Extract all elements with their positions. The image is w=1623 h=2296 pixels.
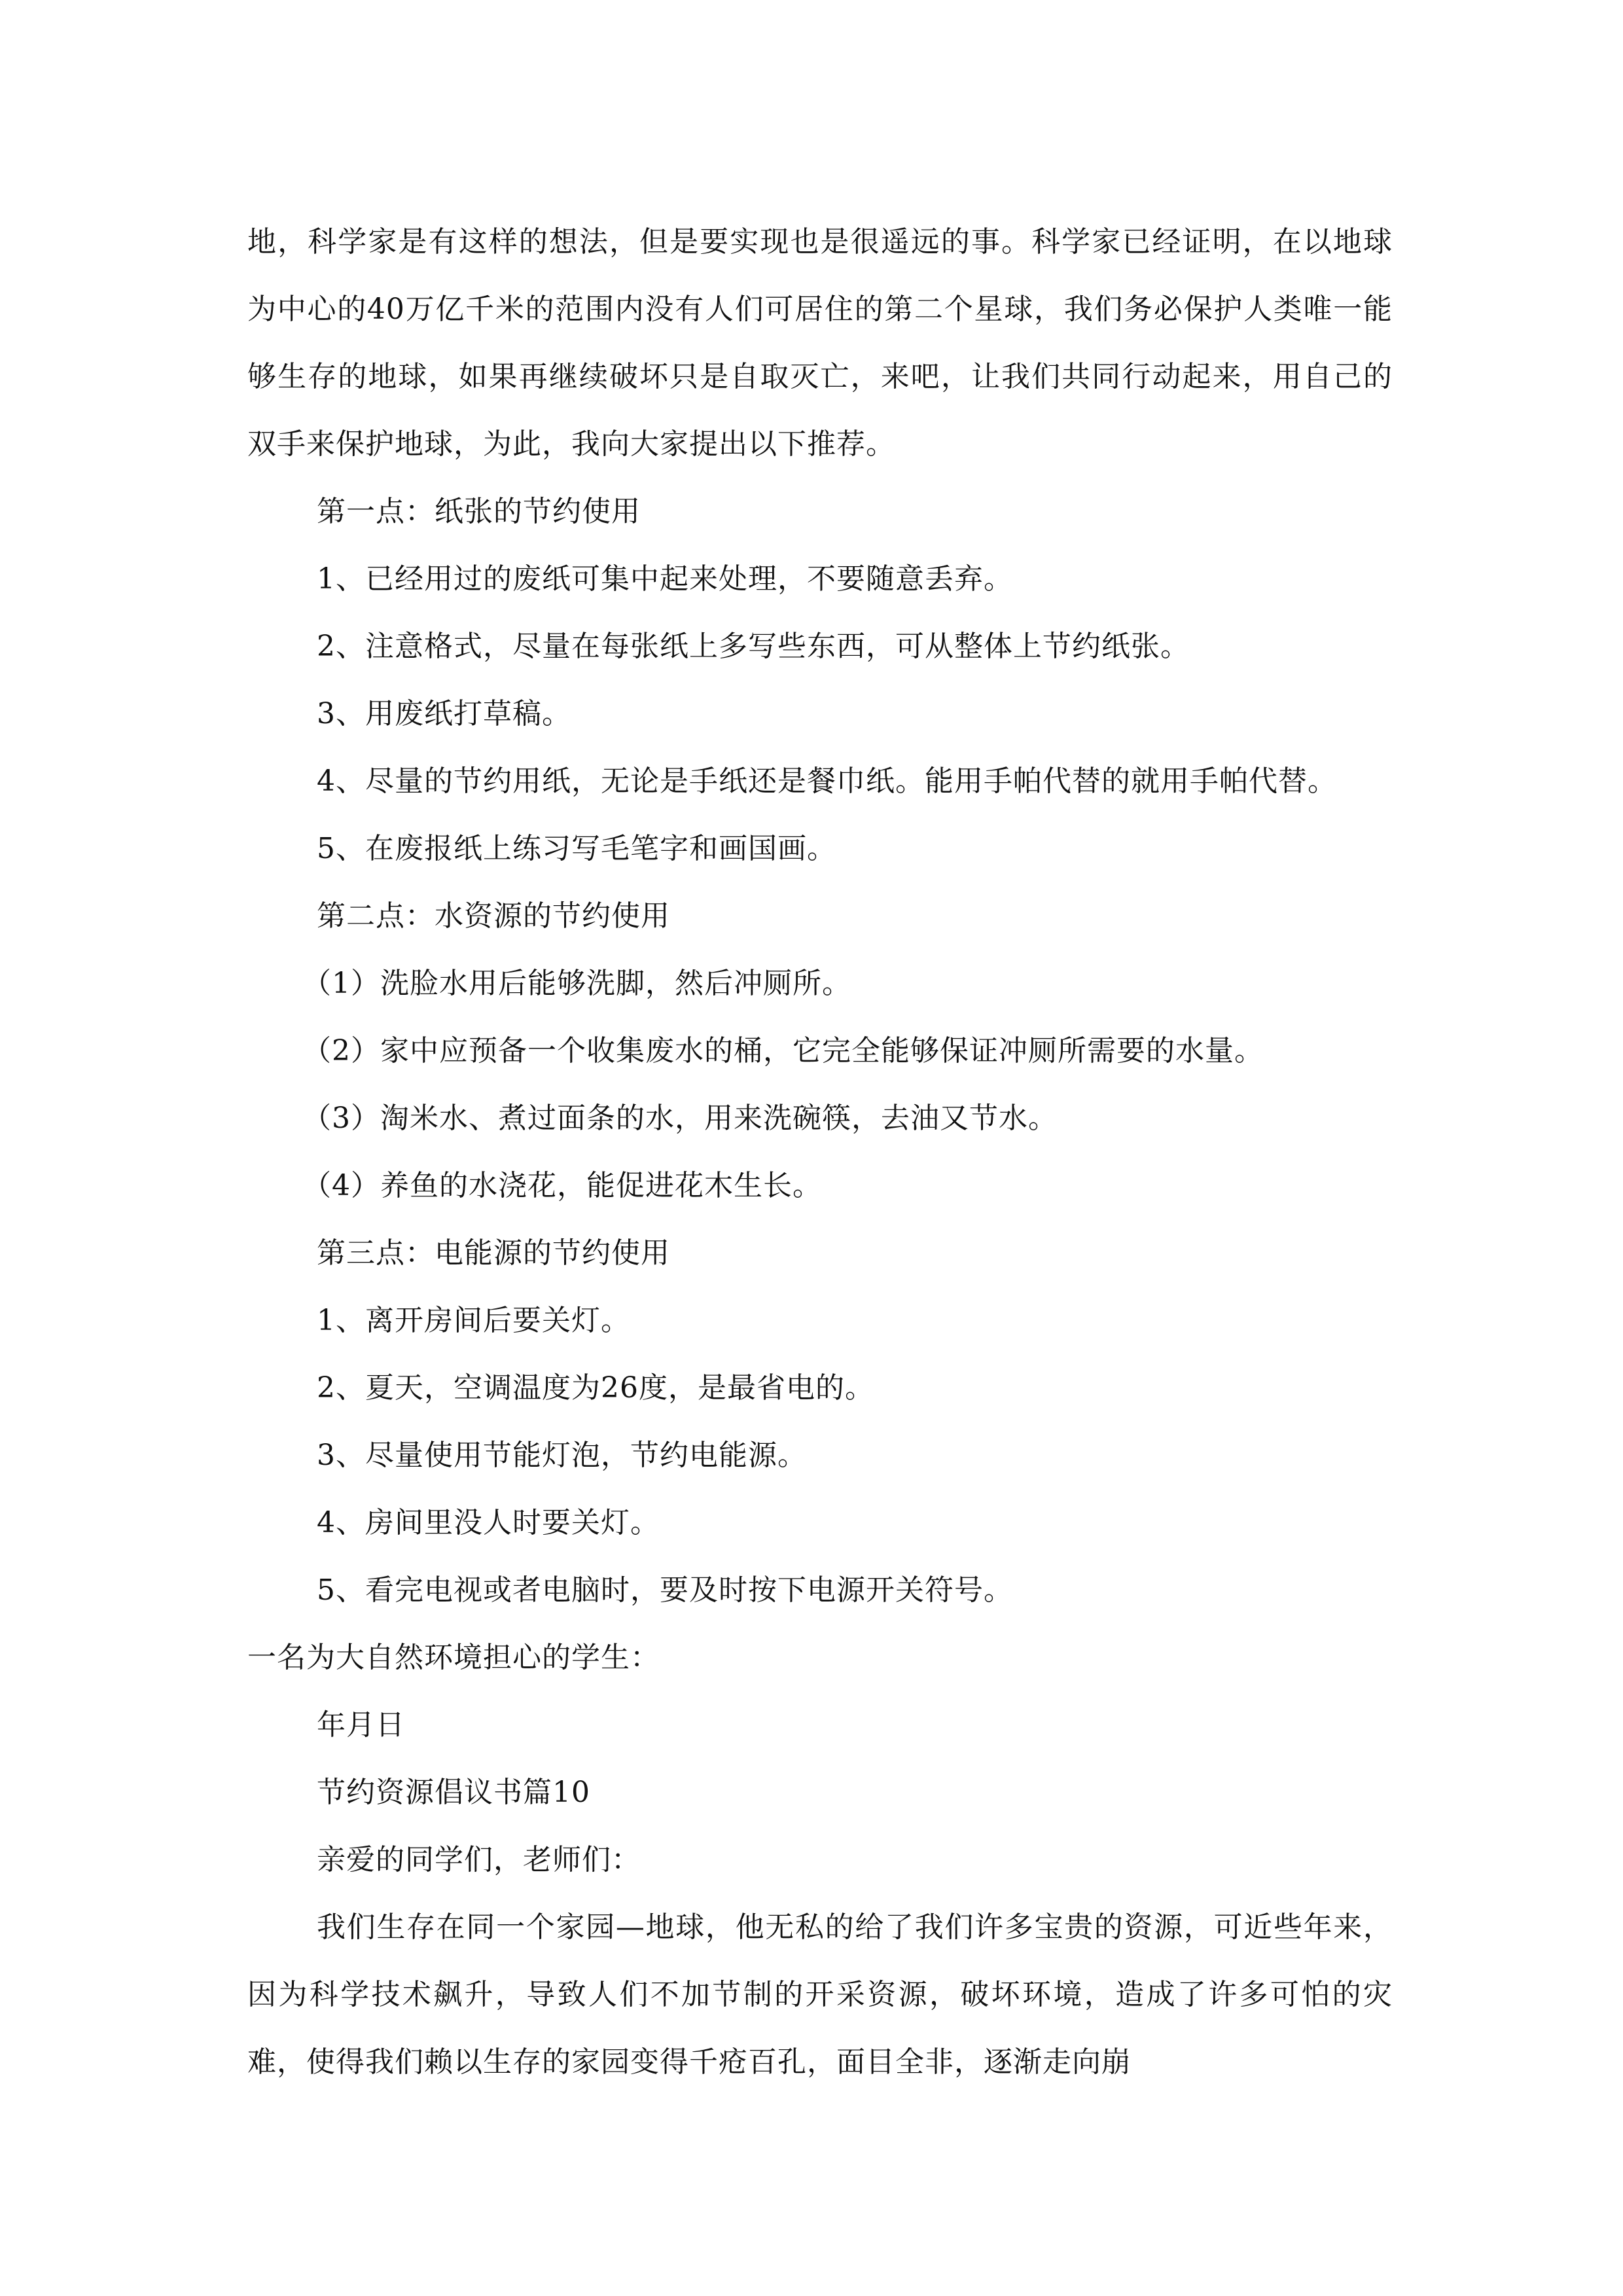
date-line: 年月日 — [317, 1708, 405, 1742]
list-item: （3）淘米水、煮过面条的水，用来洗碗筷，去油又节水。 — [302, 1102, 1058, 1135]
section-heading-paper: 第一点：纸张的节约使用 — [317, 495, 641, 528]
list-item: 4、房间里没人时要关灯。 — [317, 1506, 660, 1539]
list-item: 3、尽量使用节能灯泡，节约电能源。 — [317, 1439, 807, 1472]
signature-line: 一名为大自然环境担心的学生： — [247, 1641, 660, 1674]
body-paragraph: 我们生存在同一个家园—地球，他无私的给了我们许多宝贵的资源，可近些年来，因为科学技术飙升，导致人们不加节制的开采资源，破坏环境，造成了许多可怕的灾难，使得我们赖以生存的家园变得千疮百孔，面目全非，逐渐走向崩 — [247, 1910, 1393, 2079]
list-item: 3、用废纸打草稿。 — [317, 697, 571, 730]
section-heading-electricity: 第三点：电能源的节约使用 — [317, 1236, 670, 1270]
list-item: 1、已经用过的废纸可集中起来处理，不要随意丢弃。 — [317, 562, 1013, 596]
list-item: 5、看完电视或者电脑时，要及时按下电源开关符号。 — [317, 1573, 1013, 1607]
document-title: 节约资源倡议书篇10 — [317, 1776, 590, 1809]
salutation: 亲爱的同学们，老师们： — [317, 1843, 641, 1876]
list-item: 2、注意格式，尽量在每张纸上多写些东西，可从整体上节约纸张。 — [317, 630, 1190, 663]
list-item: （2）家中应预备一个收集废水的桶，它完全能够保证冲厕所需要的水量。 — [302, 1034, 1264, 1067]
list-item: （1）洗脸水用后能够洗脚，然后冲厕所。 — [302, 967, 851, 1000]
section-heading-water: 第二点：水资源的节约使用 — [317, 899, 670, 933]
list-item: 4、尽量的节约用纸，无论是手纸还是餐巾纸。能用手帕代替的就用手帕代替。 — [317, 764, 1337, 798]
document-body — [247, 208, 1393, 2096]
list-item: （4）养鱼的水浇花，能促进花木生长。 — [302, 1169, 822, 1202]
list-item: 1、离开房间后要关灯。 — [317, 1304, 630, 1337]
list-item: 5、在废报纸上练习写毛笔字和画国画。 — [317, 832, 836, 865]
list-item: 2、夏天，空调温度为26度，是最省电的。 — [317, 1371, 874, 1405]
body-paragraph: 地，科学家是有这样的想法，但是要实现也是很遥远的事。科学家已经证明，在以地球为中心的40万亿千米的范围内没有人们可居住的第二个星球，我们务必保护人类唯一能够生存的地球，如果再继续破坏只是自取灭亡，来吧，让我们共同行动起来，用自己的双手来保护地球，为此，我向大家提出以下推荐。 — [247, 225, 1393, 461]
